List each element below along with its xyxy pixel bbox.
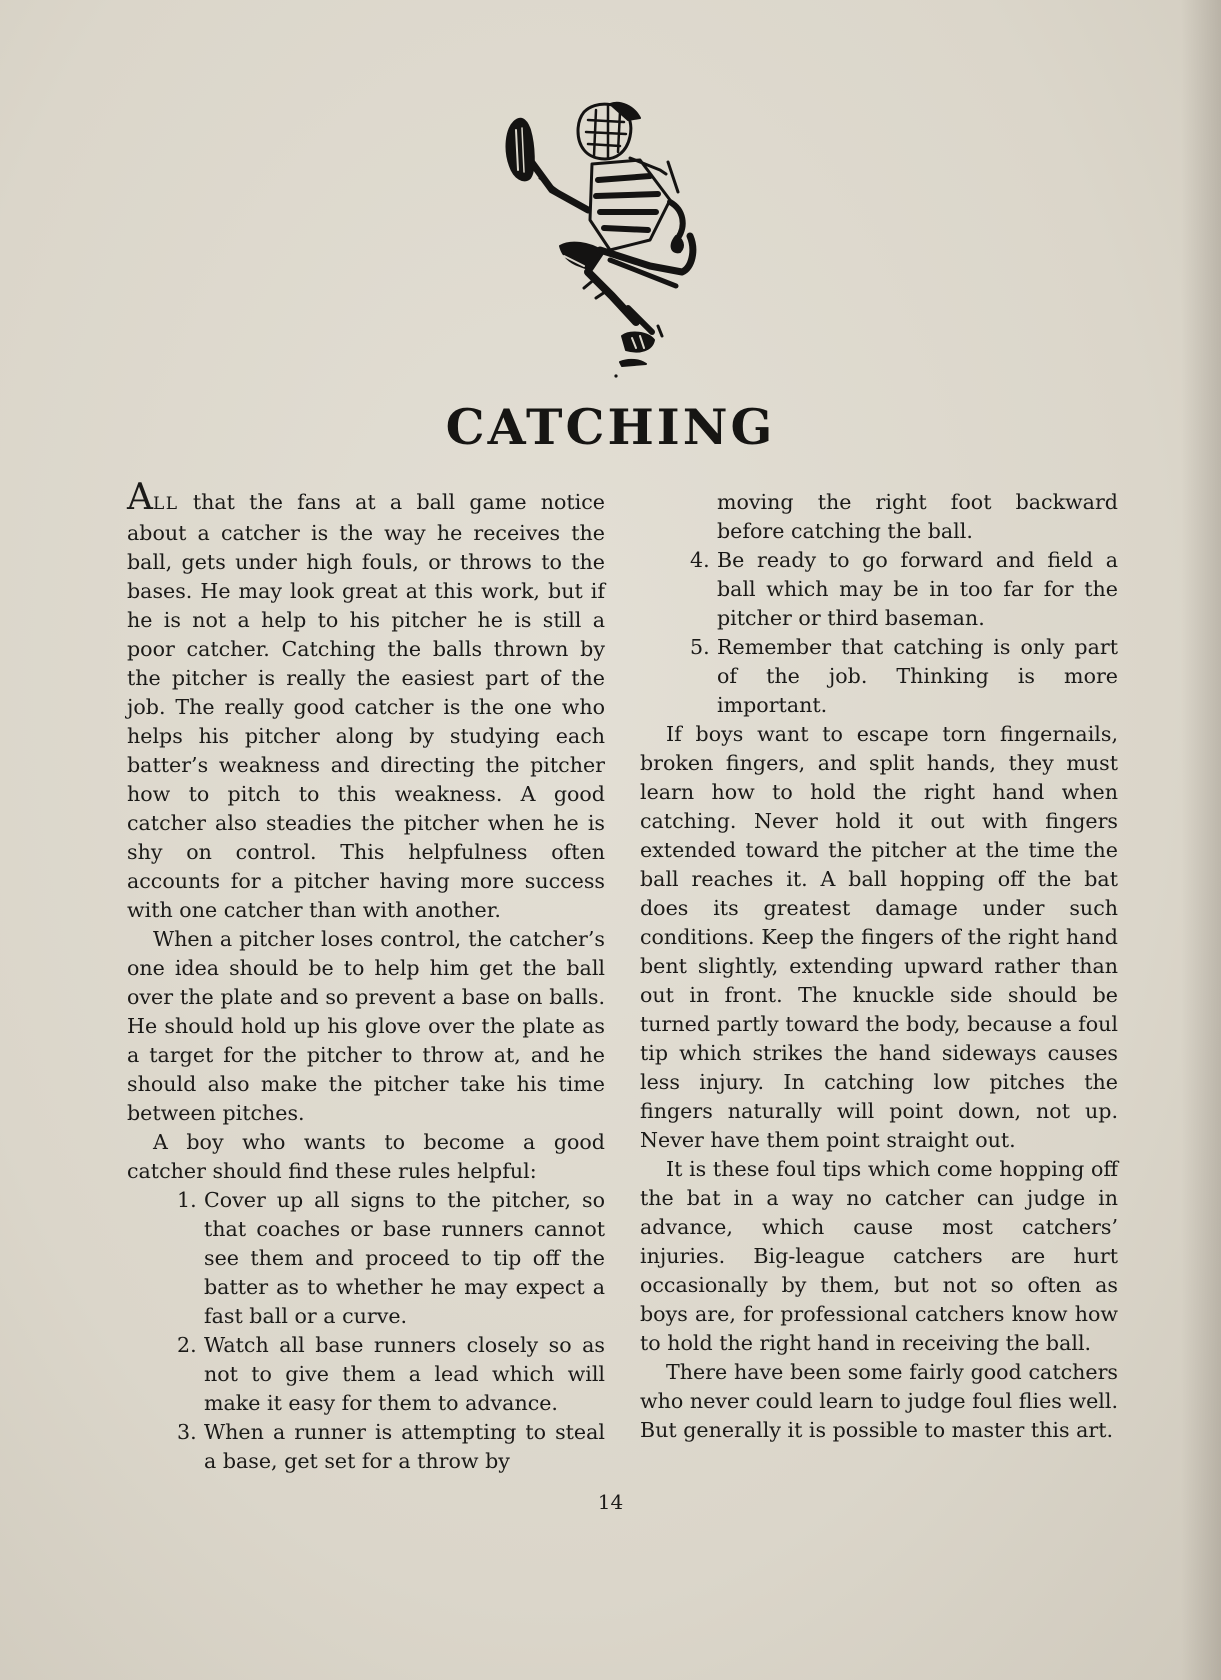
list-item	[127, 1186, 605, 1331]
list-number: 1.	[177, 1188, 197, 1212]
paragraph: There have been some fairly good catchers who never could learn to judge foul flies well. But generally it is possible to master this art.	[640, 1360, 1118, 1442]
paragraph: It is these foul tips which come hopping off the bat in a way no catcher can judge in advance, which cause most catchers’ injuries. Big-league catchers are hurt occasionally by them, but not so often as boys are, for professional catchers know how to hold the right hand in receiving the ball.	[640, 1157, 1118, 1355]
list-item-text: Cover up all signs to the pitcher, so that coaches or base runners cannot see them and proceed to tip off the batter as to whether he may expect a fast ball or a curve.	[204, 1188, 605, 1328]
paragraph-text: that the fans at a ball game notice about a catcher is the way he receives the ball, gets under high fouls, or throws to the bases. He may look great at this work, but if he is not a help to his pitcher he is still a poor catcher. Catching the balls thrown by the pitcher is really the easiest part of the job. The really good catcher is the one who helps his pitcher along by studying each batter’s weakness and directing the pitcher how to pitch to this weakness. A good catcher also steadies the pitcher when he is shy on control. This helpfulness often accounts for a pitcher having more success with one catcher than with another.	[127, 490, 605, 922]
list-item-text: When a runner is attempting to steal a base, get set for a throw by	[204, 1420, 605, 1473]
rules-list	[127, 1186, 605, 1476]
page-number: 14	[597, 1490, 624, 1514]
list-item-text: Remember that catching is only part of the job. Thinking is more important.	[717, 635, 1118, 717]
list-item-continuation: moving the right foot backward before catching the ball.	[717, 490, 1118, 543]
list-number: 5.	[690, 635, 710, 659]
list-item	[640, 546, 1118, 633]
paragraph: If boys want to escape torn fingernails, broken fingers, and split hands, they must learn how to hold the right hand when catching. Never hold it out with fingers extended toward the pitcher at the time the ball reaches it. A ball hopping off the bat does its greatest damage under such conditions. Keep the fingers of the right hand bent slightly, extending upward rather than out in front. The knuckle side should be turned partly toward the body, because a foul tip which strikes the hand sideways causes less injury. In catching low pitches the fingers naturally will point down, not up. Never have them point straight out.	[640, 722, 1118, 1152]
list-item	[640, 633, 1118, 720]
left-column	[127, 477, 605, 1476]
drop-cap: A	[127, 477, 153, 518]
baseball-catcher-illustration	[500, 100, 750, 390]
paragraph: When a pitcher loses control, the catcher’s one idea should be to help him get the ball over the plate and so prevent a base on balls. He should hold up his glove over the plate as a target for the pitcher to throw at, and he should also make the pitcher take his time between pitches.	[127, 927, 605, 1125]
list-item	[127, 1331, 605, 1418]
paragraph	[127, 477, 605, 925]
list-number: 3.	[177, 1420, 197, 1444]
small-caps-text: LL	[153, 494, 179, 514]
list-item	[127, 1418, 605, 1476]
list-item-text: Be ready to go forward and field a ball which may be in too far for the pitcher or third baseman.	[717, 548, 1118, 630]
rules-list	[640, 546, 1118, 720]
list-item-text: Watch all base runners closely so as not to give them a lead which will make it easy for them to advance.	[204, 1333, 605, 1415]
paragraph: A boy who wants to become a good catcher should find these rules helpful:	[127, 1130, 605, 1183]
page-title: CATCHING	[445, 398, 776, 456]
right-column	[640, 488, 1118, 1445]
list-number: 4.	[690, 548, 710, 572]
list-number: 2.	[177, 1333, 197, 1357]
